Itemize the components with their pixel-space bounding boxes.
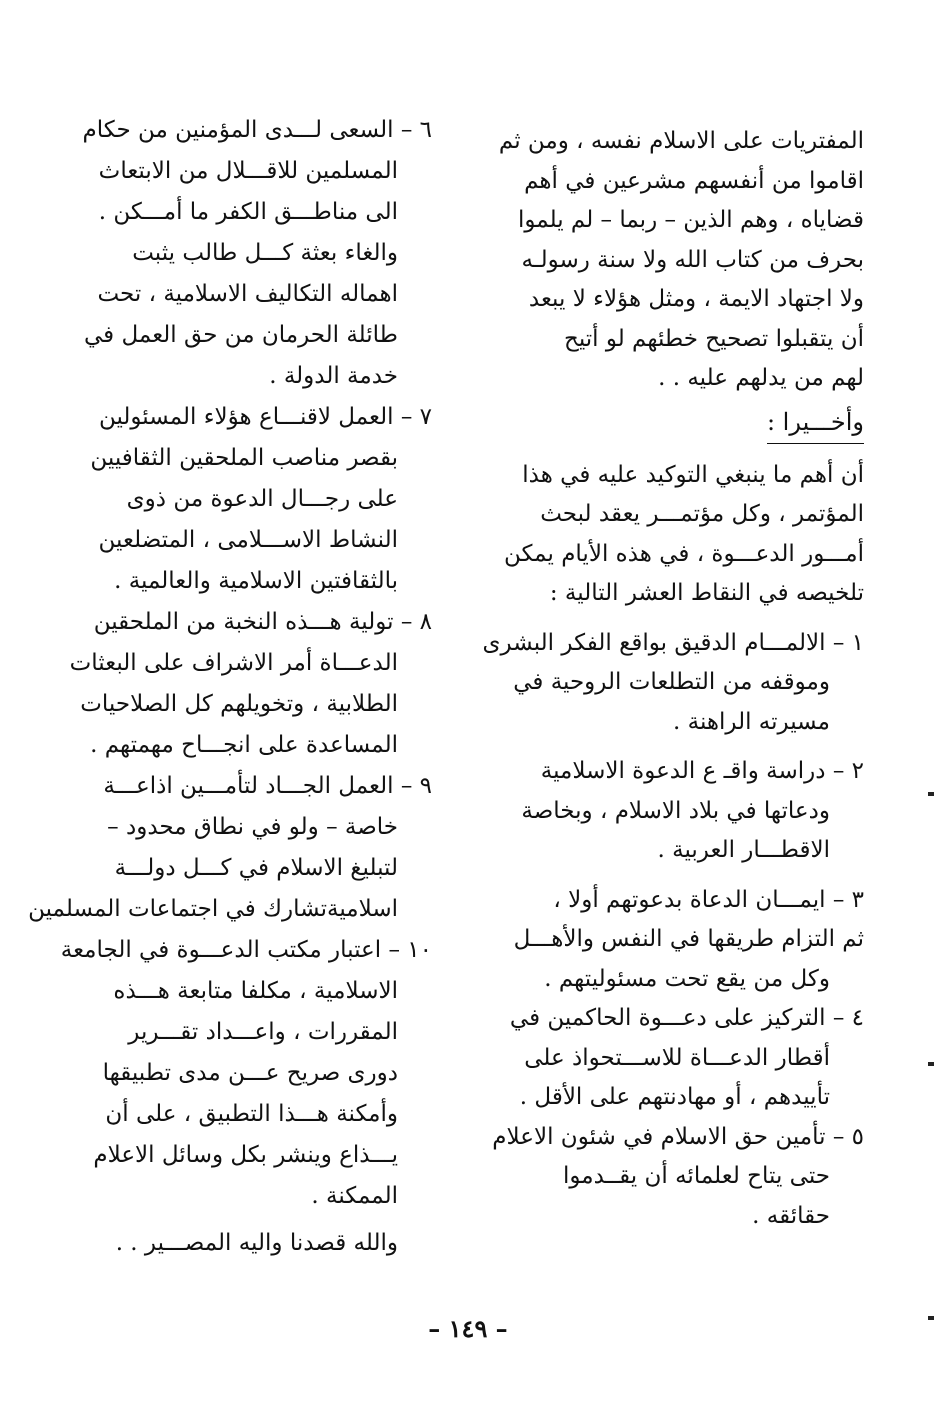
spacer (492, 742, 864, 752)
text-line: اسلاميةتشارك في اجتماعات المسلمين (28, 896, 398, 922)
text-line: قضاياه ، وهم الذين – ربما – لم يلموا (518, 207, 864, 233)
text-line: المقررات ، واعـــداد تقـــرير (128, 1019, 398, 1045)
text-line: الممكنة . (311, 1183, 398, 1209)
text-line: أمـــور الدعـــوة ، في هذه الأيام يمكن (503, 540, 864, 567)
paragraph-slanders (492, 122, 864, 399)
text-line: المسلمين للاقـــلال من الابتعاث (98, 158, 398, 184)
text-line: بالثقافتين الاسلامية والعالمية . (114, 568, 398, 594)
text-line: يـــذاع وينشر بكل وسائل الاعلام (93, 1142, 398, 1168)
text-line: الطلابية ، وتخويلهم كل الصلاحيات (80, 691, 398, 717)
text-line: ٨ – تولية هـــذه النخبة من الملحقين (93, 609, 432, 635)
list-item-4 (492, 999, 864, 1118)
text-line: ٣ – ايمـــان الدعاة بدعوتهم أولا ، (553, 886, 864, 913)
text-line: وموقفه من التطلعات الروحية في (513, 669, 830, 695)
text-line: ولا اجتهاد الايمة ، ومثل هؤلاء لا يبعد (528, 286, 864, 312)
text-line: لتبليغ الاسلام في كـــل دولـــة (114, 855, 398, 881)
text-line: بقصر مناصب الملحقين الثقافيين (90, 445, 398, 471)
list-item-7 (72, 397, 432, 602)
list-item-3 (492, 881, 864, 1000)
text-line: ٥ – تأمين حق الاسلام في شئون الاعلام (492, 1123, 864, 1150)
text-line: النشاط الاســـلامى ، المتضلعين (98, 527, 398, 553)
text-line: المساعدة على انجـــاح مهمتهم . (90, 732, 398, 758)
text-line: ٤ – التركيز على دعـــوة الحاكمين في (509, 1005, 864, 1031)
text-line: لهم من يدلهم عليه . . (658, 365, 864, 391)
list-item-6 (72, 110, 432, 397)
text-line: خاصة – ولو في نطاق محدود – (107, 814, 398, 840)
text-line: خدمة الدولة . (269, 363, 398, 389)
text-line: اهماله التكاليف الاسلامية ، تحت (97, 281, 398, 307)
text-line: ٦ – السعى لـــدى المؤمنين من حكام (82, 117, 432, 143)
text-line: ٢ – دراسة واقـ ع الدعوة الاسلامية (540, 758, 864, 784)
text-line: دورى صريح عـــن مدى تطبيقها (102, 1060, 398, 1086)
text-line: حتى يتاح لعلمائه أن يقــدموا (563, 1163, 830, 1189)
list-item-9 (28, 766, 432, 930)
text-line: المؤتمر ، وكل مؤتمـــر يعقد لبحث (540, 501, 864, 527)
text-line: أن يتقبلوا تصحيح خطئهم لو أتيح (563, 325, 864, 352)
list-item-2 (492, 752, 864, 871)
text-line: اقاموا من أنفسهم مشرعين في أهم (524, 167, 864, 194)
text-line: ١ – الالمـــام الدقيق بواقع الفكر البشرى (482, 629, 864, 656)
text-line: بحرف من كتاب الله ولا سنة رسولـه (521, 246, 864, 273)
list-item-5 (492, 1118, 864, 1237)
text-line: الدعـــاة أمر الاشراف على البعثات (69, 650, 398, 676)
page-number: – ١٤٩ – (428, 1314, 508, 1343)
left-column (28, 110, 432, 1264)
text-line: والغاء بعثة كـــل طالب يثبت (132, 240, 398, 266)
text-line: ١٠ – اعتبار مكتب الدعـــوة في الجامعة (60, 937, 432, 963)
spacer (492, 614, 864, 624)
text-line: ٩ – العمل الجـــاد لتأمـــين اذاعـــة (103, 773, 432, 799)
text-line: على رجـــال الدعوة من ذوى (126, 486, 398, 512)
text-line: وكل من يقع تحت مسئوليتهم . (544, 965, 830, 992)
scan-mark (928, 792, 934, 796)
text-line: تلخيصه في النقاط العشر التالية : (549, 580, 864, 606)
spacer (492, 871, 864, 881)
list-item-10 (60, 930, 432, 1217)
list-item-8 (69, 602, 432, 766)
closing-line: والله قصدنا واليه المصـــير . . (115, 1230, 398, 1256)
text-line: أقطار الدعـــاة للاســـتحواذ على (524, 1044, 830, 1071)
right-column (482, 122, 864, 1236)
text-line: ثم التزام طريقها في النفس والأهـــل (513, 926, 864, 952)
section-heading: وأخـــيرا : (767, 403, 864, 444)
text-line: تأييدهم ، أو مهادنتهم على الأقل . (519, 1084, 830, 1110)
text-line: مسيرته الراهنة . (672, 708, 830, 735)
list-item-1 (482, 624, 864, 743)
scan-mark (928, 1062, 934, 1066)
text-line: الاسلامية ، مكلفا متابعة هـــذه (113, 978, 398, 1004)
text-line: ودعاتها في بلاد الاسلام ، وبخاصة (521, 797, 830, 824)
text-line: ٧ – العمل لاقنـــاع هؤلاء المسئولين (98, 404, 432, 430)
text-line: الى مناطـــق الكفر ما أمـــكن . (98, 199, 398, 225)
text-line: المفتريات على الاسلام نفسه ، ومن ثم (498, 128, 864, 154)
text-line: الاقطـــار العربية . (657, 837, 830, 863)
text-line: وأمكنة هـــذا التطبيق ، على أن (105, 1101, 398, 1127)
scan-mark (928, 1316, 934, 1320)
text-line: حقائقه . (752, 1202, 830, 1229)
paragraph-intro (492, 456, 864, 614)
text-line: طائلة الحرمان من حق العمل في (84, 322, 398, 348)
text-line: أن أهم ما ينبغي التوكيد عليه في هذا (522, 461, 864, 488)
